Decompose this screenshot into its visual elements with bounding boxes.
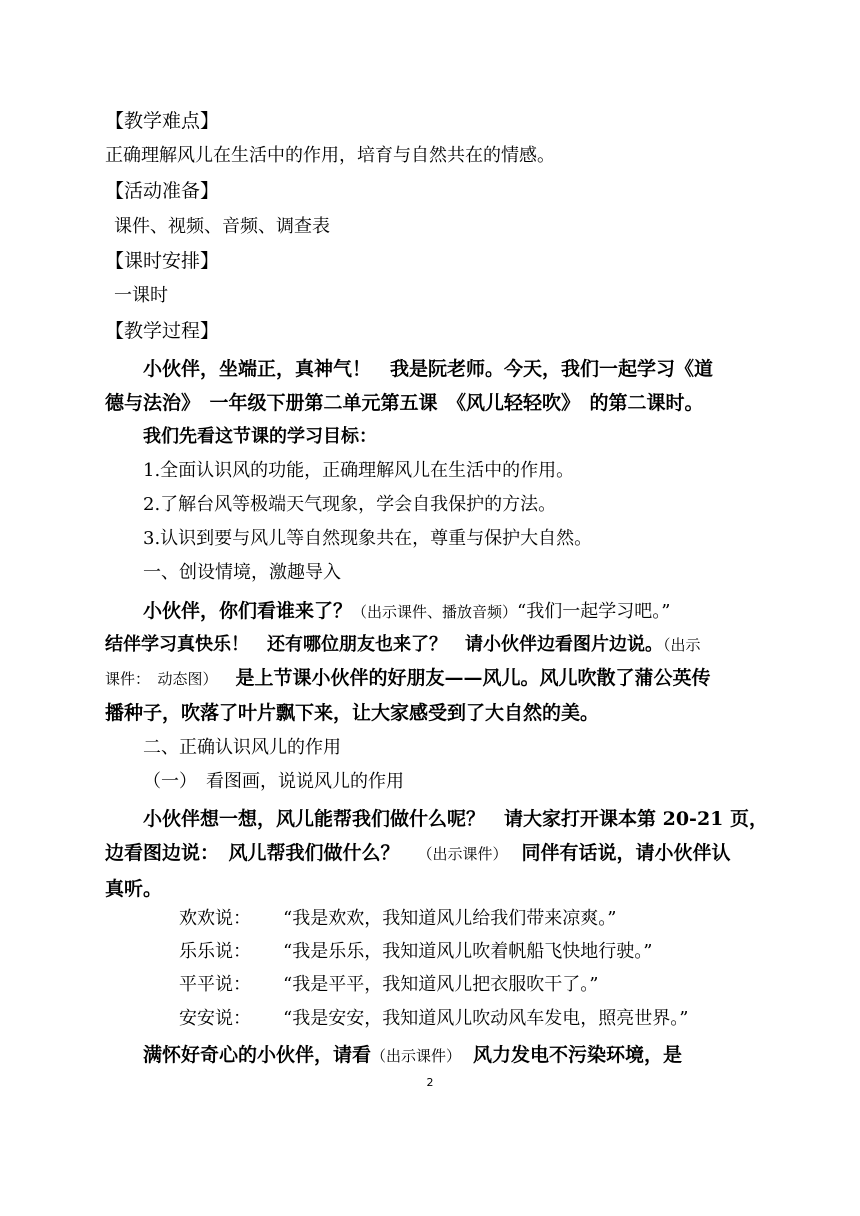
quote-text: “我是平平，我知道风儿把衣服吹干了。” <box>283 974 599 995</box>
quote-speaker: 乐乐说： <box>179 941 251 962</box>
intro-line-3: 我们先看这节课的学习目标： <box>143 426 377 447</box>
section1-line-1-bold: 小伙伴，你们看谁来了？ <box>143 600 353 622</box>
quote-speaker: 安安说： <box>179 1008 251 1029</box>
section1-line-3-note: 课件： 动态图） <box>105 670 218 688</box>
quote-text: “我是乐乐，我知道风儿吹着帆船飞快地行驶。” <box>283 941 653 962</box>
quote-lele <box>179 939 652 965</box>
prep-text: 课件、视频、音频、调查表 <box>114 216 330 237</box>
section1-line-2-bold: 结伴学习真快乐！ 还有哪位朋友也来了？ 请小伙伴边看图片边说。 <box>105 634 663 655</box>
section1-line-2-note: （出示 <box>663 636 701 654</box>
quote-speaker: 欢欢说： <box>179 908 251 929</box>
section1-line-4: 播种子，吹落了叶片飘下来，让大家感受到了大自然的美。 <box>105 702 600 724</box>
quote-text: “我是欢欢，我知道风儿给我们带来凉爽。” <box>283 908 617 929</box>
closing-line <box>143 1042 682 1069</box>
section1-title: 一、创设情境，激趣导入 <box>143 562 341 583</box>
section2-line-3: 真听。 <box>105 878 163 900</box>
section1-line-1 <box>143 598 670 625</box>
section2-line-2 <box>105 840 731 867</box>
section2-line-1: 小伙伴想一想，风儿能帮我们做什么呢？ 请大家打开课本第 20-21 页， <box>143 808 768 830</box>
goal-3: 3.认识到要与风儿等自然现象共在，尊重与保护大自然。 <box>143 528 593 549</box>
closing-line-bold-2: 风力发电不污染环境，是 <box>473 1044 683 1066</box>
section1-line-2 <box>105 632 701 658</box>
quote-pingping <box>179 972 598 998</box>
quote-huanhuan <box>179 906 616 932</box>
quote-anan <box>179 1006 688 1032</box>
quote-text: “我是安安，我知道风儿吹动风车发电，照亮世界。” <box>283 1008 689 1029</box>
heading-schedule: 【课时安排】 <box>105 250 220 272</box>
section1-line-3-bold: 是上节课小伙伴的好朋友——风儿。风儿吹散了蒲公英传 <box>235 667 711 689</box>
section1-line-1-note: （出示课件、播放音频） <box>352 603 518 621</box>
closing-line-bold: 满怀好奇心的小伙伴，请看 <box>143 1044 372 1066</box>
page-number: 2 <box>426 1076 434 1089</box>
section2-title: 二、正确认识风儿的作用 <box>143 737 341 758</box>
difficulty-text: 正确理解风儿在生活中的作用，培育与自然共在的情感。 <box>105 145 555 166</box>
quote-speaker: 平平说： <box>179 974 251 995</box>
section2-line-2-bold: 边看图边说： 风儿帮我们做什么？ <box>105 842 400 864</box>
closing-line-note: （出示课件） <box>371 1047 462 1065</box>
heading-process: 【教学过程】 <box>105 320 220 342</box>
heading-prep: 【活动准备】 <box>105 180 220 202</box>
section1-line-1-quote: “我们一起学习吧。” <box>517 601 671 622</box>
section1-line-3 <box>105 665 711 692</box>
goal-2: 2.了解台风等极端天气现象，学会自我保护的方法。 <box>143 494 557 515</box>
schedule-text: 一课时 <box>114 285 168 306</box>
section2-line-2-bold-2: 同伴有话说，请小伙伴认 <box>521 842 731 864</box>
section2-line-2-note: （出示课件） <box>417 845 508 863</box>
goal-1: 1.全面认识风的功能，正确理解风儿在生活中的作用。 <box>143 460 575 481</box>
intro-line-2: 德与法治》 一年级下册第二单元第五课 《风儿轻轻吹》 的第二课时。 <box>105 392 704 414</box>
intro-line-1: 小伙伴，坐端正，真神气！ 我是阮老师。今天，我们一起学习《道 <box>143 358 714 380</box>
subsection1-title: （一） 看图画，说说风儿的作用 <box>143 771 404 792</box>
heading-difficulty: 【教学难点】 <box>105 110 220 132</box>
